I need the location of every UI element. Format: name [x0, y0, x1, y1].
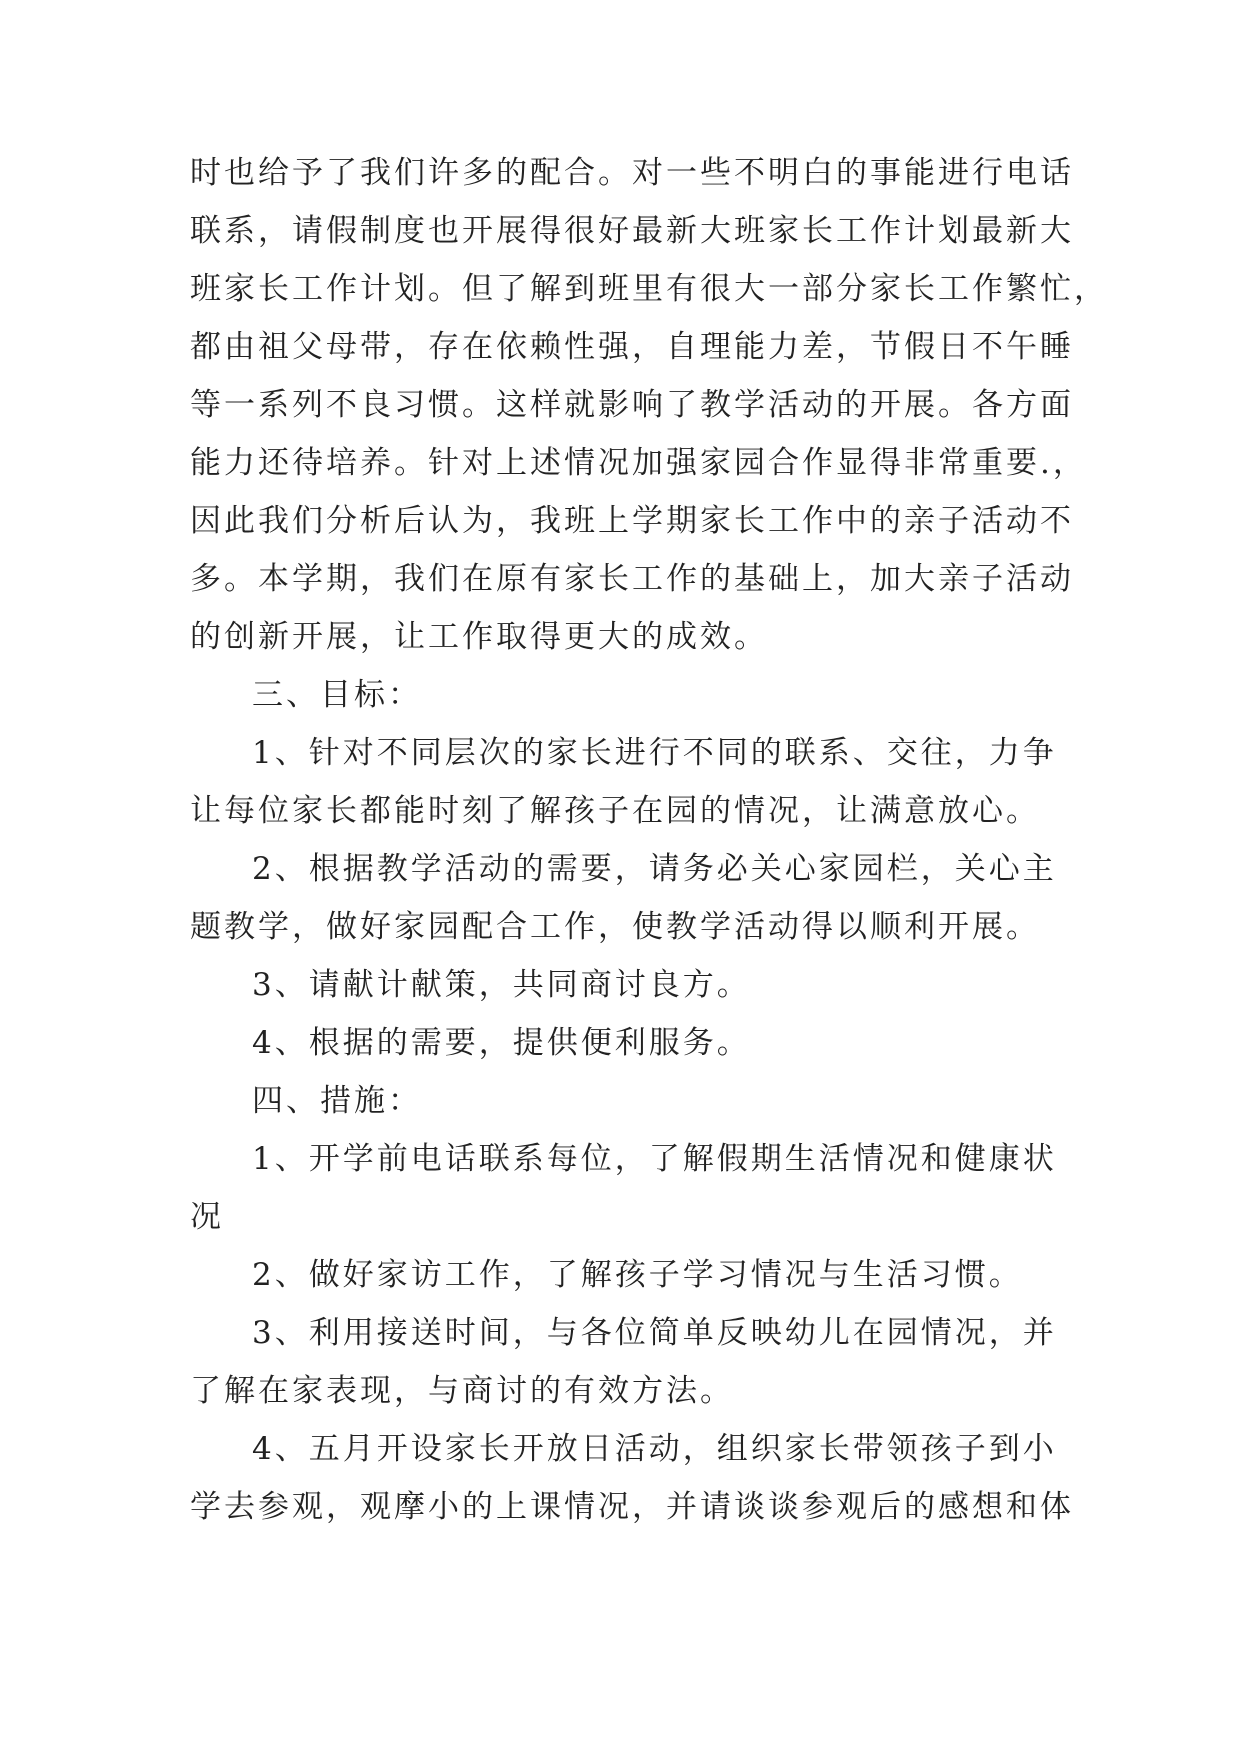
list-item-measure-4: 4、五月开设家长开放日活动，组织家长带领孩子到小: [252, 1431, 1057, 1467]
text-line: 的创新开展，让工作取得更大的成效。: [190, 619, 768, 655]
list-item-goal-4: 4、根据的需要，提供便利服务。: [252, 1025, 751, 1061]
text-line: 能力还待培养。针对上述情况加强家园合作显得非常重要.，: [190, 445, 1087, 481]
text-line: 了解在家表现，与商讨的有效方法。: [190, 1373, 734, 1409]
text-line: 时也给予了我们许多的配合。对一些不明白的事能进行电话: [190, 155, 1074, 191]
list-item-measure-2: 2、做好家访工作，了解孩子学习情况与生活习惯。: [252, 1257, 1023, 1293]
list-item-goal-2: 2、根据教学活动的需要，请务必关心家园栏，关心主: [252, 851, 1057, 887]
list-item-goal-1: 1、针对不同层次的家长进行不同的联系、交往，力争: [252, 735, 1057, 771]
list-item-goal-3: 3、请献计献策，共同商讨良方。: [252, 967, 751, 1003]
list-item-measure-1: 1、开学前电话联系每位，了解假期生活情况和健康状: [252, 1141, 1057, 1177]
text-line: 题教学，做好家园配合工作，使教学活动得以顺利开展。: [190, 909, 1040, 945]
list-item-measure-3: 3、利用接送时间，与各位简单反映幼儿在园情况，并: [252, 1315, 1057, 1351]
text-line: 都由祖父母带，存在依赖性强，自理能力差，节假日不午睡: [190, 329, 1074, 365]
section-heading-measures: 四、措施：: [252, 1083, 422, 1119]
text-line: 联系，请假制度也开展得很好最新大班家长工作计划最新大: [190, 213, 1074, 249]
section-heading-goals: 三、目标：: [252, 677, 422, 713]
text-line: 学去参观，观摩小的上课情况，并请谈谈参观后的感想和体: [190, 1489, 1074, 1525]
text-line: 多。本学期，我们在原有家长工作的基础上，加大亲子活动: [190, 561, 1074, 597]
text-line: 班家长工作计划。但了解到班里有很大一部分家长工作繁忙，: [190, 271, 1108, 307]
text-line: 况: [190, 1199, 224, 1235]
document-body: [190, 144, 1108, 1536]
text-line: 等一系列不良习惯。这样就影响了教学活动的开展。各方面: [190, 387, 1074, 423]
text-line: 因此我们分析后认为，我班上学期家长工作中的亲子活动不: [190, 503, 1074, 539]
text-line: 让每位家长都能时刻了解孩子在园的情况，让满意放心。: [190, 793, 1040, 829]
